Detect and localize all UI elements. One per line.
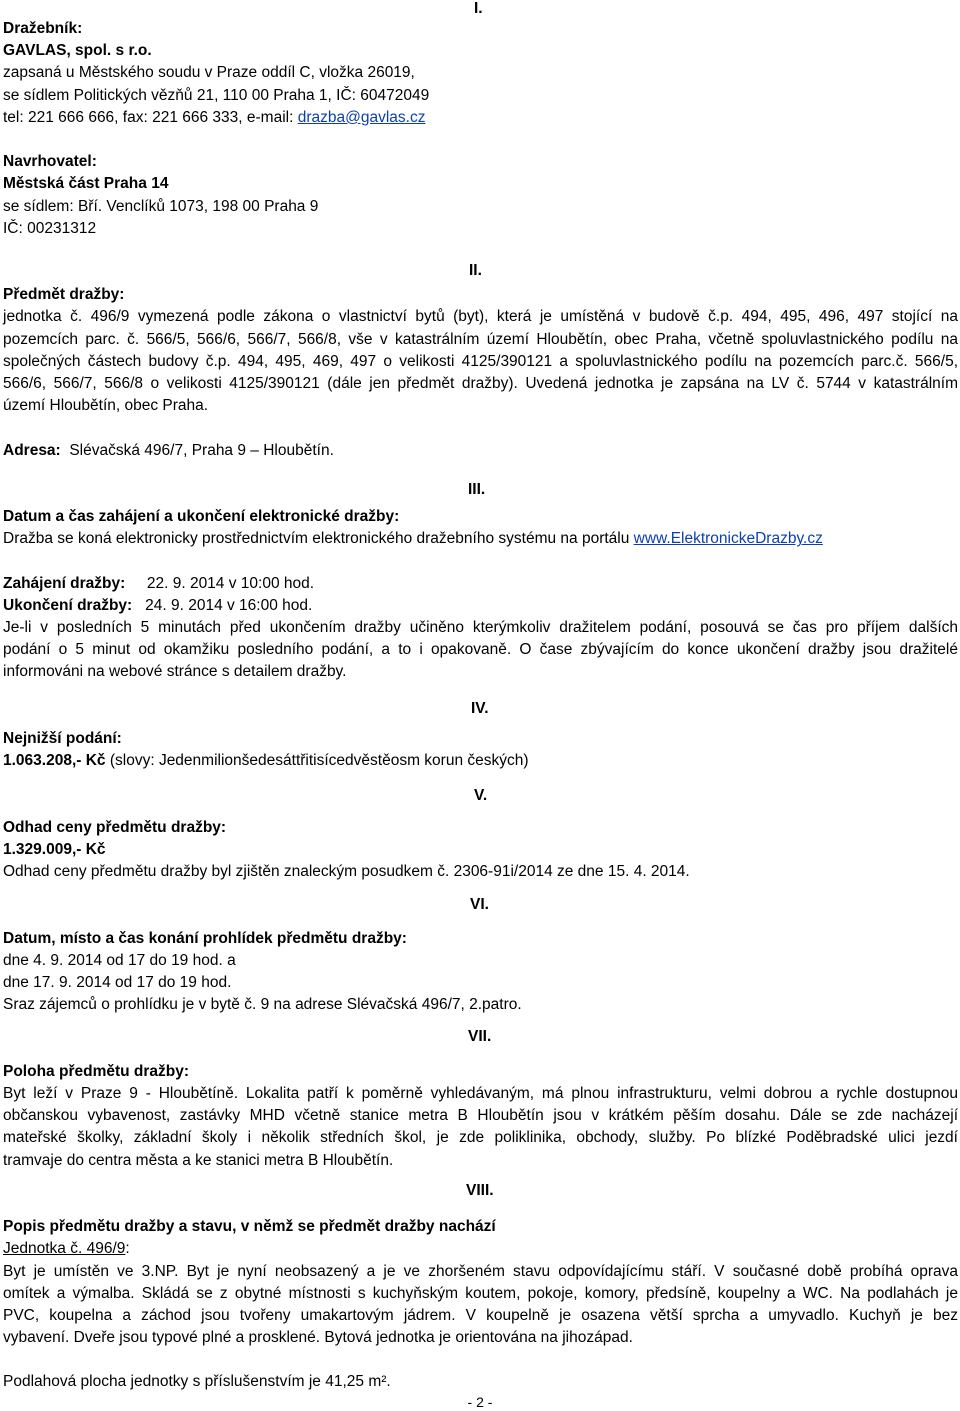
- description-line-4: vybavení. Dveře jsou typové plné a prosklené. Bytová jednotka je orientována na jihozápad.: [3, 1329, 633, 1347]
- end-label: Ukončení dražby:: [3, 596, 133, 614]
- extension-line-1: Je-li v posledních 5 minutách před ukončením dražby učiněno kterýmkoliv dražitelem podání, posouvá se čas pro příjem dalších: [3, 619, 958, 637]
- applicant-id: IČ: 00231312: [3, 219, 97, 237]
- section-number-5: V.: [474, 787, 488, 804]
- inspection-line-2: dne 17. 9. 2014 od 17 do 19 hod.: [3, 974, 232, 992]
- auction-portal-line: [3, 528, 958, 550]
- location-line-4: tramvaje do centra města a ke stanici metra B Hloubětín.: [3, 1151, 394, 1169]
- section-number-1: I.: [474, 0, 483, 17]
- inspection-line-3: Sraz zájemců o prohlídku je v bytě č. 9 na adrese Slévačská 496/7, 2.patro.: [3, 996, 522, 1014]
- extension-line-3: informováni na webové stránce s detailem dražby.: [3, 663, 347, 681]
- portal-link[interactable]: www.ElektronickeDrazby.cz: [633, 530, 823, 548]
- section-number-7: VII.: [468, 1028, 492, 1045]
- description-line-2: omítek a výmalba. Skládá se z obytné místnosti s kuchyňským koutem, pokoje, komory, předsíně, koupelny a WC. Na podlahách je: [3, 1284, 958, 1302]
- location-line-2: občanskou vybavenost, zastávky MHD včetně stanice metra B Hloubětín jsou v krátkém pěším dosahu. Dále se zde nacházejí: [3, 1107, 958, 1125]
- min-bid-line: [3, 750, 958, 772]
- document-page: [3, 18, 958, 1394]
- auctioneer-label: Dražebník:: [3, 20, 83, 37]
- unit-colon: :: [125, 1240, 130, 1258]
- address-line: [3, 440, 958, 462]
- unit-label: Jednotka č. 496/9: [3, 1240, 126, 1258]
- valuation-amount: 1.329.009,- Kč: [3, 840, 106, 858]
- auction-start: [3, 573, 958, 595]
- description-line-1: Byt je umístěn ve 3.NP. Byt je nyní neobsazený a je ve zhoršeném stavu odpovídajícímu stáří. V současné době probíhá oprava: [3, 1262, 958, 1280]
- location-line-3: mateřské školky, základní školy i několik středních škol, je zde poliklinika, obchody, služby. Po blízké Poděbradské ulici jezdí: [3, 1129, 958, 1147]
- auctioneer-name: GAVLAS, spol. s r.o.: [3, 42, 152, 60]
- description-line-3: PVC, koupelna a záchod jsou tvořeny umakartovým jádrem. V koupelně je osazena větší sprcha a umyvadlo. Kuchyň je bez: [3, 1306, 958, 1324]
- auction-end: [3, 595, 958, 617]
- unit-label-line: [3, 1238, 958, 1260]
- location-line-1: Byt leží v Praze 9 - Hloubětíně. Lokalita patří k poměrně vyhledávaným, má plnou infrastrukturu, velmi dobrou a rychle dostupnou: [3, 1085, 958, 1102]
- start-label: Zahájení dražby:: [3, 574, 126, 592]
- auctioneer-seat: se sídlem Politických vězňů 21, 110 00 Praha 1, IČ: 60472049: [3, 86, 430, 104]
- inspection-heading: Datum, místo a čas konání prohlídek předmětu dražby:: [3, 929, 407, 947]
- valuation-text: Odhad ceny předmětu dražby byl zjištěn znaleckým posudkem č. 2306-91i/2014 ze dne 15. 4. 2014.: [3, 863, 690, 881]
- min-bid-heading: Nejnižší podání:: [3, 730, 122, 747]
- valuation-heading: Odhad ceny předmětu dražby:: [3, 818, 227, 836]
- min-bid-words: (slovy: Jedenmilionšedesáttřitisícedvěstěosm korun českých): [105, 752, 529, 770]
- auctioneer-contact: [3, 107, 958, 129]
- subject-line-3: společných částech budovy č.p. 494, 495, 469, 497 o velikosti 4125/390121 a spoluvlastnického podílu na pozemcích parc.č. 566/5,: [3, 352, 958, 370]
- description-heading: Popis předmětu dražby a stavu, v němž se předmět dražby nachází: [3, 1218, 496, 1236]
- page-number: - 2 -: [467, 1394, 493, 1410]
- address-label: Adresa:: [3, 441, 61, 459]
- section-number-4: IV.: [471, 700, 489, 717]
- applicant-seat: se sídlem: Bří. Venclíků 1073, 198 00 Praha 9: [3, 197, 319, 215]
- email-link[interactable]: drazba@gavlas.cz: [297, 108, 426, 126]
- extension-line-2: podání o 5 minut od okamžiku posledního podání, a to i opakovaně. O čase zbývajícím do konce ukončení dražby jsou dražitelé: [3, 641, 958, 659]
- subject-line-5: území Hloubětín, obec Praha.: [3, 397, 209, 415]
- auctioneer-registry: zapsaná u Městského soudu v Praze oddíl C, vložka 26019,: [3, 64, 415, 82]
- min-bid-amount: 1.063.208,- Kč: [3, 752, 106, 770]
- subject-line-2: pozemcích parc. č. 566/5, 566/6, 566/7, 566/8, vše v katastrálním území Hloubětín, obec Praha, včetně spoluvlastnického podílu na: [3, 330, 958, 348]
- contact-text: tel: 221 666 666, fax: 221 666 333, e-mail:: [3, 108, 298, 126]
- section-number-3: III.: [468, 481, 486, 498]
- start-value: 22. 9. 2014 v 10:00 hod.: [146, 574, 315, 592]
- location-heading: Poloha předmětu dražby:: [3, 1062, 190, 1080]
- section-number-8: VIII.: [466, 1182, 494, 1199]
- address-value: Slévačská 496/7, Praha 9 – Hloubětín.: [69, 441, 334, 459]
- section-number-6: VI.: [470, 896, 489, 913]
- section-number-2: II.: [469, 262, 482, 279]
- portal-text: Dražba se koná elektronicky prostřednictvím elektronického dražebního systému na portálu: [3, 530, 634, 548]
- auction-time-heading: Datum a čas zahájení a ukončení elektronické dražby:: [3, 508, 400, 526]
- applicant-name: Městská část Praha 14: [3, 175, 169, 193]
- floor-area: Podlahová plocha jednotky s příslušenstvím je 41,25 m².: [3, 1373, 391, 1391]
- subject-heading: Předmět dražby:: [3, 286, 125, 304]
- applicant-label: Navrhovatel:: [3, 153, 97, 171]
- subject-line-1: jednotka č. 496/9 vymezená podle zákona o vlastnictví bytů (byt), která je umístěná v budově č.p. 494, 495, 496, 497 stojící na: [3, 308, 958, 326]
- inspection-line-1: dne 4. 9. 2014 od 17 do 19 hod. a: [3, 951, 236, 969]
- subject-line-4: 566/6, 566/7, 566/8 o velikosti 4125/390121 (dále jen předmět dražby). Uvedená jednotka je zapsána na LV č. 5744 v katastrálním: [3, 375, 958, 392]
- end-value: 24. 9. 2014 v 16:00 hod.: [145, 596, 313, 614]
